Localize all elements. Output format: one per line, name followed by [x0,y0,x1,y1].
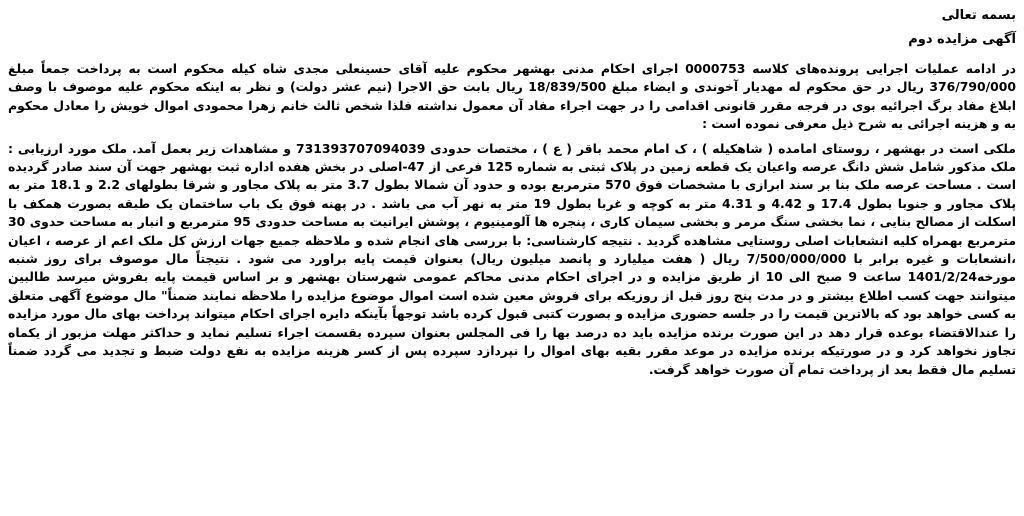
notice-paragraph-property: ملکی است در بهشهر ، روستای امامده ( شاهکیله ) ، ک امام محمد باقر ( ع ) ، مختصات حدودی 731393707094039 و مشاهدات زیر بعمل آمد. ملک مورد ارزیابی : ملک مذکور شامل شش دانگ عرصه واعیان یک قطعه زمین در پلاک ثبتی به شماره 125 فرعی از 47-اصلی در بخش هفده اداره ثبت بهشهر جهت آن سند صادر گردیده است . مساحت عرصه ملک بنا بر سند ابرازی با مشخصات فوق 570 مترمربع بوده و حدود آن شمالا بطول 3.7 متر به پلاک مجاور و شرقا بطولهای 2.2 و 18.1 متر به پلاک مجاور و جنوبا بطول 17.4 و 4.42 و 4.31 متر به کوچه و غربا بطول 19 متر به نهر آب می باشد . در پهنه فوق یک باب ساختمان یک طبقه بصورت همکف با اسکلت از مصالح بنایی ، نما بخشی سنگ مرمر و بخشی سیمان کاری ، پنجره ها آلومینیوم ، پوشش ایرانیت به مساحت حدودی 95 مترمربع و انبار به مساحت حدوی 30 مترمربع بهمراه کلیه انشعابات اصلی روستایی مشاهده گردید . نتیجه کارشناسی: با بررسی های انجام شده و ملاحظه جمیع جهات ارزش کل ملک اعم از عرصه ، اعیان ،انشعابات و غیره برابر با 7/500/000/000 ریال ( هفت میلیارد و پانصد میلیون ریال) بعنوان قیمت پایه براورد می شود . نتیجتاً مال موصوف برای روز شنبه مورخه1401/2/24 ساعت 9 صبح الی 10 از طریق مزایده و در اجرای احکام مدنی محاکم عمومی شهرستان بهشهر و بر اساس قیمت پایه بفروش میرسد طالبین میتوانند جهت کسب اطلاع بیشتر و در مدت پنج روز قبل از روزیکه برای فروش معین شده است اموال موضوع مزایده را ملاحظه نمایند ضمناً" مال موضوع آگهی متعلق به کسی خواهد بود که بالاترین قیمت را در جلسه حضوری مزایده و بصورت کتبی قبول کرده باشد توجهاً بآینکه دایره اجرای احکام میتواند پرداخت بهای مال مورد مزایده را عندالاقتضاء بوعده قرار دهد در این صورت برنده مزایده باید ده درصد بها را فی المجلس بعنوان سپرده بقسمت اجراء تسلیم نماید و حداکثر مهلت مزبور از یکماه تجاوز نخواهد کرد و در صورتیکه برنده مزایده در موعد مقرر بقیه بهای اموال را نپردازد سپرده پس از کسر هزینه مزایده به نفع دولت ضبط و تجدید می گردد ضمناً تسلیم مال فقط بعد از پرداخت تمام آن صورت خواهد گرفت. [8,140,1016,377]
notice-paragraph-intro: در ادامه عملیات اجرایی پرونده‌های کلاسه 0000753 اجرای احکام مدنی بهشهر محکوم علیه آقای حسینعلی مجدی شاه کیله محکوم است به پرداخت جمعاً مبلغ 376/790/000 ریال در حق محکوم له مهدیار آخوندی و ایضاء مبلغ 18/839/500 ریال بابت حق الاجرا (نیم عشر دولت) و نظر به اینکه محکوم علیه موصوف با وصف ابلاغ مفاد برگ اجرائیه بوی در فرجه مقرر قانونی اقدامی را در جهت اجراء مفاد آن معمول نداشته فلذا شخص ثالث خانم زهرا محمودی اموال خویش را معادل محکوم به و هزینه اجرائی به شرح ذیل معرفی نموده است : [8,61,1016,132]
notice-title: آگهی مزایده دوم [908,32,1016,47]
notice-heading: بسمه تعالی [941,8,1016,23]
